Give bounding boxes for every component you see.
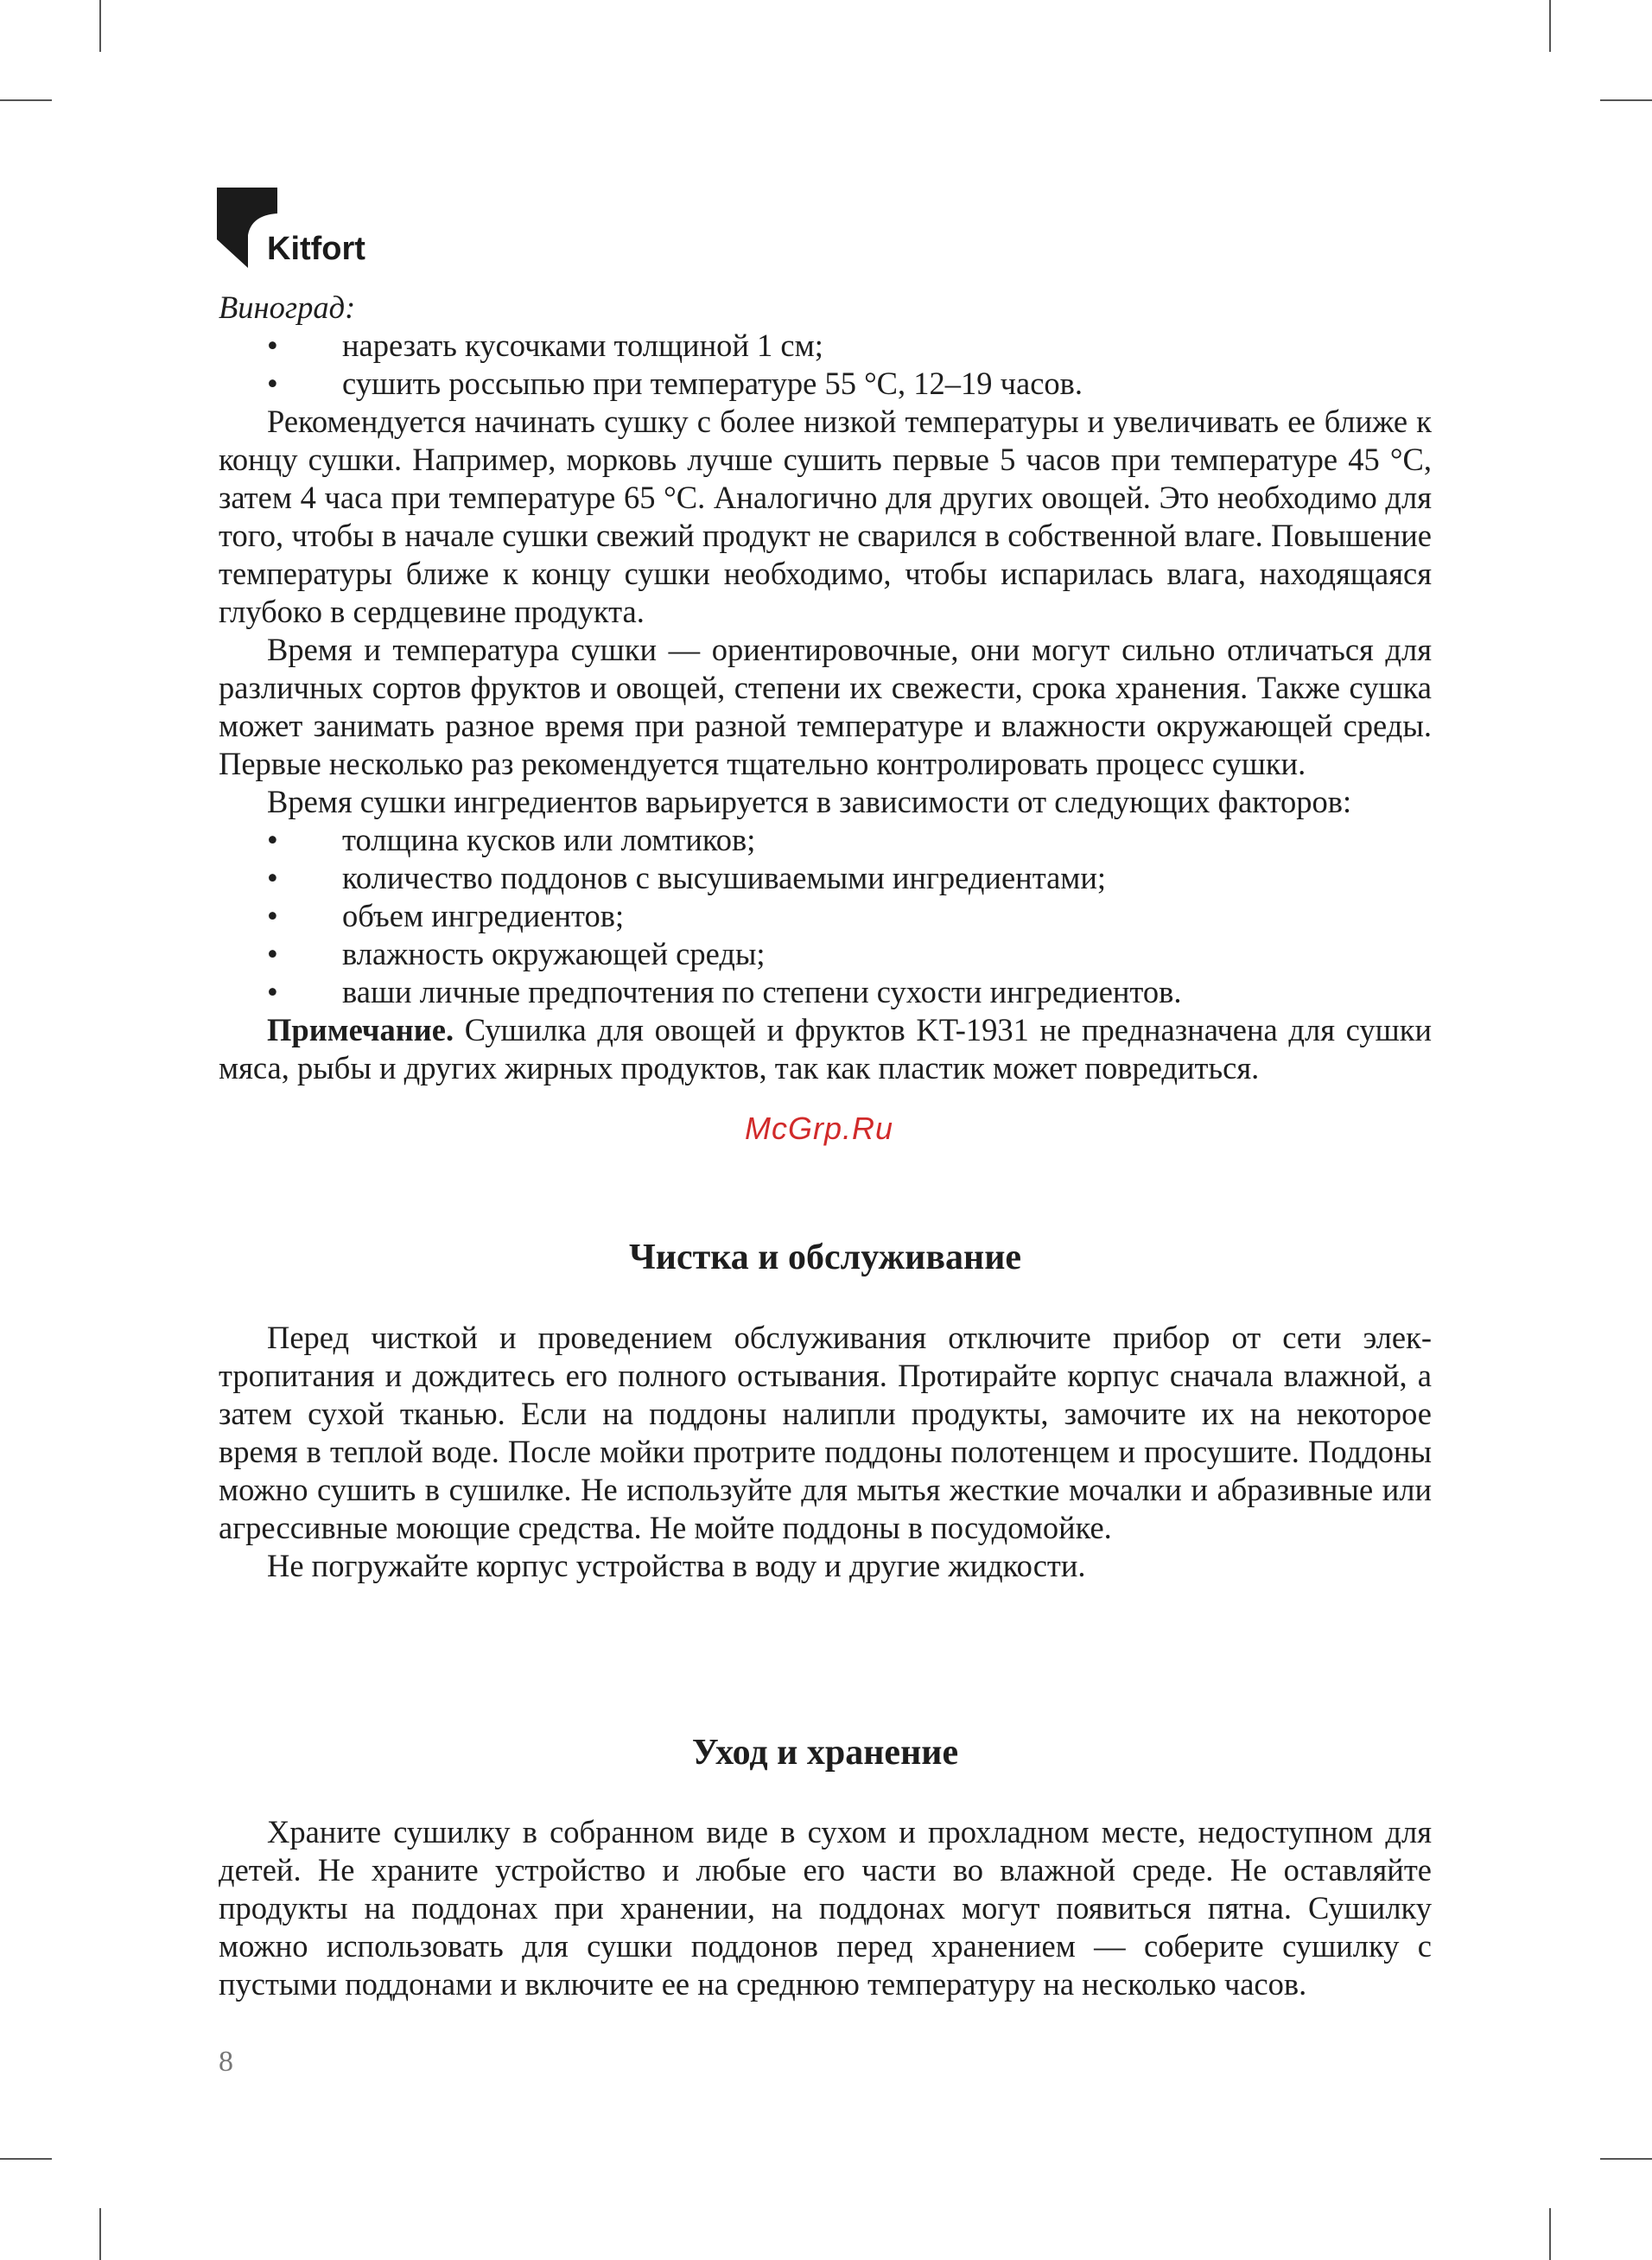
crop-mark-bottom-left [99,2208,101,2260]
grape-title: Виноград: [219,290,356,325]
factors-intro: Время сушки ингредиентов варьируется в зависимости от следующих факторов: [267,784,1352,819]
cleaning-section [219,1319,1432,1585]
kitfort-logo [217,188,390,270]
crop-mark-top-right-h [1600,99,1652,101]
heading-cleaning: Чистка и обслуживание [628,1238,1022,1277]
grape-list [219,327,1432,403]
cleaning-paragraph-1: Перед чисткой и проведением обслуживания отключите прибор от сети электропитания и дождитесь его полного остывания. Протирайте корпус сначала влажной, а затем сухой тканью. Если на поддоны налипли продукты, замочите их на некоторое время в теплой воде. После мойки протрите поддоны полотенцем и просушите. Поддоны можно сушить в сушилке. Не используйте для мытья жесткие мочалки и абразивные или агрессивные моющие средства. Не мойте поддоны в посудомойке. [219,1320,1432,1545]
list-item: • нарезать кусочками толщиной 1 см; [267,328,823,363]
bullet: • [267,366,278,401]
crop-mark-top-right [1549,0,1551,52]
storage-paragraph-1: Храните сушилку в собранном виде в сухом и прохладном месте, недоступном для детей. Не храните устройство и любые его части во влажной среде. Не оставляйте продукты на поддонах при хранении, на поддонах могут появиться пятна. Сушилку можно использовать для сушки поддонов перед хранением — соберите сушилку с пустыми поддонами и включите ее на среднюю температуру на несколько часов. [219,1814,1432,2002]
bullet: • [267,328,278,363]
bullet: • [267,898,278,933]
paragraph-recommend: Рекомендуется начинать сушку с более низкой температуры и увеличивать ее ближе к концу сушки. Например, морковь лучше сушить первые 5 часов при температуре 45 °C, затем 4 часа при температуре 65 °C. Аналогично для других овощей. Это необходимо для того, чтобы в начале сушки свежий продукт не сварился в собственной влаге. Повышение температуры ближе к концу сушки необходимо, чтобы испарилась влага, находящаяся глубоко в сердцевине продукта. [219,404,1432,629]
storage-section [219,1813,1432,2003]
crop-mark-bottom-left-h [0,2158,52,2160]
factors-list [219,821,1432,1011]
watermark: McGrp.Ru [745,1111,894,1146]
page-number: 8 [219,2046,233,2078]
crop-mark-top-left [99,0,101,52]
list-item: • объем ингредиентов; [267,898,625,933]
list-item: • ваши личные предпочтения по степени сухости ингредиентов. [267,974,1182,1009]
main-content [219,289,1432,1087]
bullet: • [267,974,278,1009]
note-paragraph [219,1011,1432,1087]
brand-name: Kitfort [267,231,365,267]
note-text: Сушилка для овощей и фруктов KT-1931 не предназначена для сушки мяса, рыбы и других жирных продуктов, так как пластик может повредиться. [219,1012,1432,1085]
bullet: • [267,860,278,895]
list-item: • толщина кусков или ломтиков; [267,822,756,857]
bullet: • [267,936,278,971]
list-item: • количество поддонов с высушиваемыми ингредиентами; [267,860,1107,895]
bullet: • [267,822,278,857]
crop-mark-bottom-right-h [1600,2158,1652,2160]
paragraph-time: Время и температура сушки — ориентировочные, они могут сильно отличаться для различных сортов фруктов и овощей, степени их свежести, срока хранения. Также сушка может занимать разное время при разной температуре и влажности окружающей среды. Первые несколько раз рекомендуется тщательно контролировать процесс сушки. [219,632,1432,781]
note-label: Примечание. [267,1012,454,1047]
crop-mark-bottom-right [1549,2208,1551,2260]
list-item: • влажность окружающей среды; [267,936,766,971]
cleaning-paragraph-2: Не погружайте корпус устройства в воду и другие жидкости. [267,1548,1086,1583]
list-item: • сушить россыпью при температуре 55 °C, 12–19 часов. [267,366,1083,401]
crop-mark-top-left-h [0,99,52,101]
heading-storage: Уход и хранение [691,1733,959,1773]
